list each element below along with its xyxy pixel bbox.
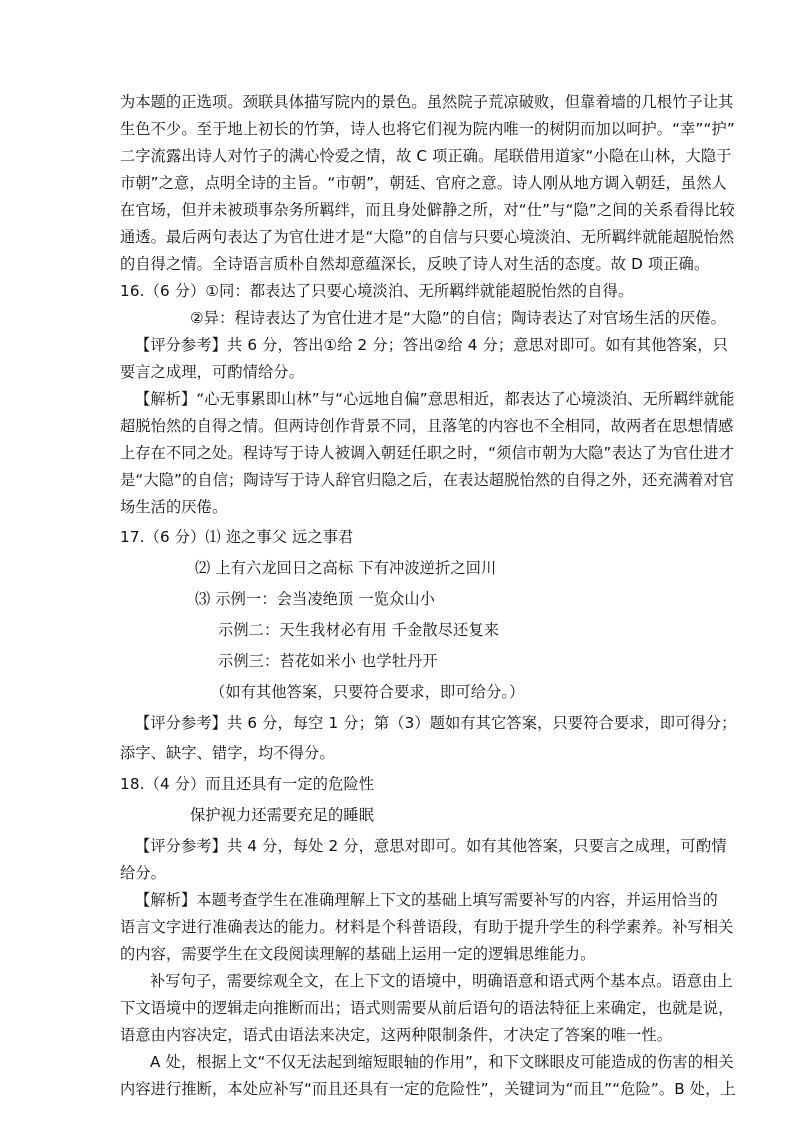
text-line: 超脱怡然的自得之情。但两诗创作背景不同，且落笔的内容也不全相同，故两者在思想情感	[120, 417, 734, 435]
text-line: 二字流露出诗人对竹子的满心怜爱之情，故 C 项正确。尾联借用道家“小隐在山林，大隐于	[120, 147, 732, 165]
text-line: 市朝”之意，点明全诗的主旨。“市朝”，朝廷、官府之意。诗人刚从地方调入朝廷，虽然人	[120, 174, 727, 192]
text-line: 的内容，需要学生在文段阅读理解的基础上运用一定的逻辑思维能力。	[120, 945, 596, 963]
text-line: 上存在不同之处。程诗写于诗人被调入朝廷任职之时，“须信市朝为大隐”表达了为官仕进才	[120, 444, 735, 462]
analysis-paragraph: 【解析】“心无事累即山林”与“心远地自偏”意思相近，都表达了心境淡泊、无所羁绊就能	[135, 390, 735, 408]
text-line: 添字、缺字、错字，均不得分。	[120, 744, 335, 762]
text-line: 生色不少。至于地上初长的竹笋，诗人也将它们视为院内唯一的树阴而加以呵护。“幸”“护”	[120, 120, 735, 138]
scoring-reference: 【评分参考】共 6 分，答出①给 2 分；答出②给 4 分；意思对即可。如有其他答案，只	[135, 336, 728, 354]
question-16-answer: ②异：程诗表达了为官仕进才是“大隐”的自信；陶诗表达了对官场生活的厌倦。	[190, 309, 726, 327]
text-line: （如有其他答案，只要符合要求，即可给分。）	[210, 683, 525, 701]
text-line: 补写句子，需要综观全文，在上下文的语境中，明确语意和语式两个基本点。语意由上	[150, 972, 733, 990]
question-18-answer: 18.（4 分）而且还具有一定的危险性	[120, 775, 375, 793]
question-18-answer: 保护视力还需要充足的睡眠	[190, 806, 375, 824]
text-line: 内容进行推断，本处应补写“而且还具有一定的危险性”，关键词为“而且”“危险”。B 处，上	[120, 1080, 736, 1098]
question-17-example: 示例三：苔花如米小 也学牡丹开	[218, 652, 438, 670]
text-line: 是“大隐”的自信；陶诗写于诗人辞官归隐之后，在表达超脱怡然的自得之外，还充满着对官	[120, 471, 735, 489]
text-line: 的自得之情。全诗语言质朴自然却意蕴深长，反映了诗人对生活的态度。故 D 项正确。	[120, 255, 710, 273]
text-line: 为本题的正选项。颈联具体描写院内的景色。虽然院子荒凉破败，但靠着墙的几根竹子让其	[120, 93, 734, 111]
question-16-answer: 16.（6 分）①同：都表达了只要心境淡泊、无所羁绊就能超脱怡然的自得。	[120, 282, 634, 300]
question-17-answer: ⑶ 示例一：会当凌绝顶 一览众山小	[195, 590, 436, 608]
text-line: 通透。最后两句表达了为官仕进才是“大隐”的自信与只要心境淡泊、无所羁绊就能超脱怡然	[120, 228, 735, 246]
question-17-example: 示例二：天生我材必有用 千金散尽还复来	[218, 621, 500, 639]
text-line: 语言文字进行准确表达的能力。材料是个科普语段，有助于提升学生的科学素养。补写相关	[120, 918, 734, 936]
text-line: 语意由内容决定，语式由语法来决定，这两种限制条件，才决定了答案的唯一性。	[120, 1026, 673, 1044]
text-line: 场生活的厌倦。	[120, 498, 228, 516]
text-line: A 处，根据上文“不仅无法起到缩短眼轴的作用”，和下文眯眼皮可能造成的伤害的相关	[150, 1053, 734, 1071]
question-17-answer: 17.（6 分）⑴ 迩之事父 远之事君	[120, 528, 354, 546]
analysis-paragraph: 【解析】本题考查学生在准确理解上下文的基础上填写需要补写的内容，并运用恰当的	[135, 891, 718, 909]
text-line: 下文语境中的逻辑走向推断而出；语式则需要从前后语句的语法特征上来确定，也就是说，	[120, 999, 734, 1017]
scoring-reference: 【评分参考】共 4 分，每处 2 分，意思对即可。如有其他答案，只要言之成理，可酌情	[135, 837, 727, 855]
scoring-reference: 【评分参考】共 6 分，每空 1 分；第（3）题如有其它答案，只要符合要求，即可得分；	[135, 714, 737, 732]
text-line: 要言之成理，可酌情给分。	[120, 363, 305, 381]
text-line: 给分。	[120, 864, 167, 882]
question-17-answer: ⑵ 上有六龙回日之高标 下有冲波逆折之回川	[195, 559, 497, 577]
text-line: 在官场，但并未被琐事杂务所羁绊，而且身处僻静之所，对“仕”与“隐”之间的关系看得比较	[120, 201, 735, 219]
